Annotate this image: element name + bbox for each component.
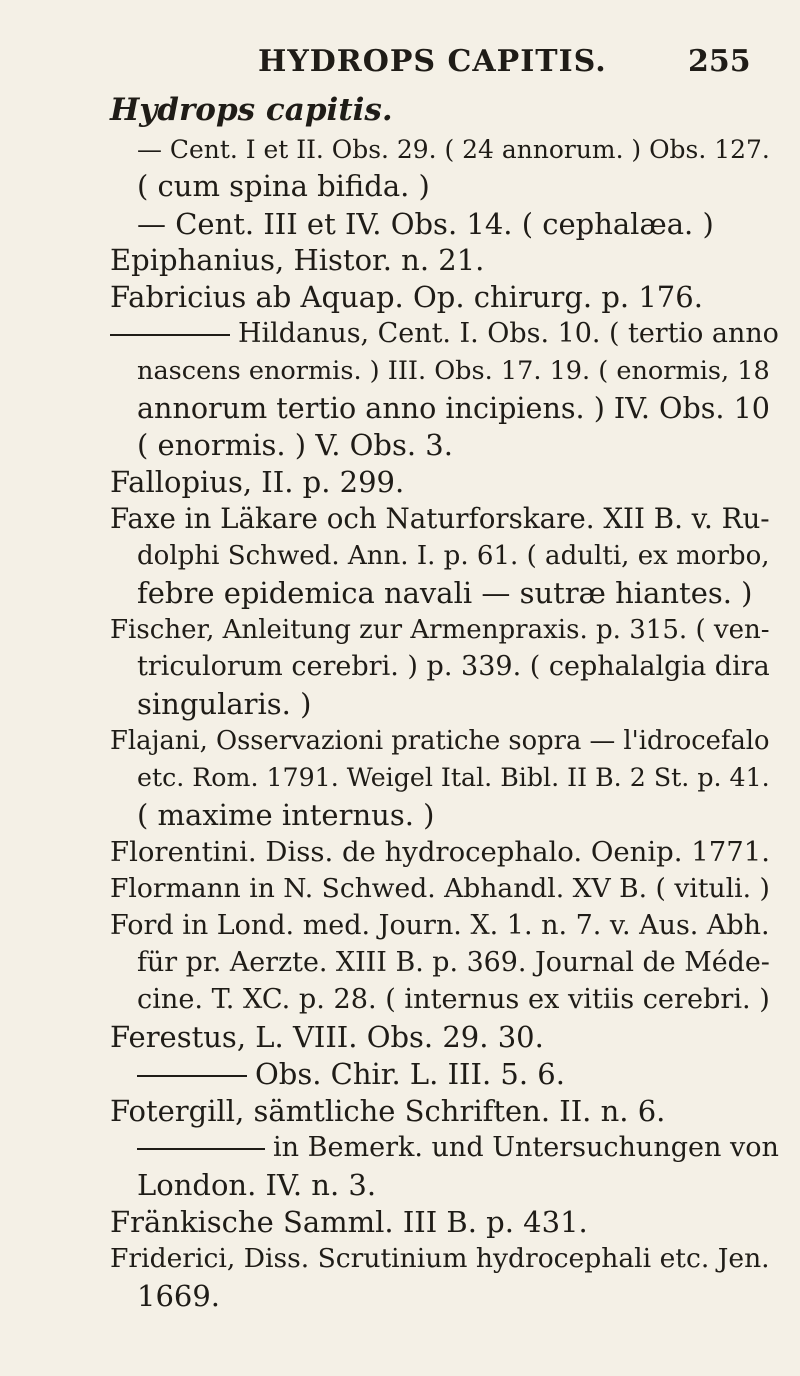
entry-line: nascens enormis. ) III. Obs. 17. 19. ( enormis, 18 <box>137 356 770 386</box>
entry-line: Fabricius ab Aquap. Op. chirurg. p. 176. <box>110 280 703 314</box>
entry-line-ditto <box>137 1130 779 1166</box>
entry-line: Flajani, Osservazioni pratiche sopra — l'idrocefalo <box>110 726 770 756</box>
entry-line: — Cent. III et IV. Obs. 14. ( cephalæa. ) <box>137 207 714 241</box>
entry-line: ( enormis. ) V. Obs. 3. <box>137 428 453 462</box>
running-title: HYDROPS CAPITIS. <box>258 44 607 79</box>
entry-line: — Cent. I et II. Obs. 29. ( 24 annorum. ) Obs. 127. <box>137 135 770 164</box>
ditto-dash <box>137 1148 265 1150</box>
entry-text: Obs. Chir. L. III. 5. 6. <box>255 1057 565 1091</box>
entry-line: Fotergill, sämtliche Schriften. II. n. 6. <box>110 1094 666 1128</box>
entry-line: Friderici, Diss. Scrutinium hydrocephali etc. Jen. <box>110 1243 770 1274</box>
section-heading: Hydrops capitis. <box>110 92 393 128</box>
ditto-dash <box>137 1075 247 1077</box>
ditto-dash <box>110 334 230 336</box>
entry-line: 1669. <box>137 1279 221 1313</box>
entry-line: ( maxime internus. ) <box>137 798 435 832</box>
entry-line: London. IV. n. 3. <box>137 1168 377 1202</box>
entry-line: cine. T. XC. p. 28. ( internus ex vitiis cerebri. ) <box>137 984 770 1015</box>
entry-line: annorum tertio anno incipiens. ) IV. Obs. 10 <box>137 391 770 425</box>
entry-line: Fallopius, II. p. 299. <box>110 465 405 499</box>
entry-line: Ford in Lond. med. Journ. X. 1. n. 7. v. Aus. Abh. <box>110 910 770 941</box>
entry-line-ditto <box>137 1056 565 1092</box>
entry-line: febre epidemica navali — sutræ hiantes. ) <box>137 576 753 610</box>
entry-line: für pr. Aerzte. XIII B. p. 369. Journal de Méde- <box>137 947 770 978</box>
entry-line: Ferestus, L. VIII. Obs. 29. 30. <box>110 1020 544 1054</box>
entry-line: Florentini. Diss. de hydrocephalo. Oenip. 1771. <box>110 836 770 868</box>
entry-line: Fischer, Anleitung zur Armenpraxis. p. 315. ( ven- <box>110 615 770 645</box>
entry-line: Epiphanius, Histor. n. 21. <box>110 243 485 277</box>
entry-line: Faxe in Läkare och Naturforskare. XII B. v. Ru- <box>110 502 770 535</box>
entry-line: triculorum cerebri. ) p. 339. ( cephalalgia dira <box>137 651 770 682</box>
entry-line: dolphi Schwed. Ann. I. p. 61. ( adulti, ex morbo, <box>137 541 770 571</box>
page-number: 255 <box>688 44 751 79</box>
entry-line: singularis. ) <box>137 687 312 721</box>
entry-line: ( cum spina bifida. ) <box>137 169 430 203</box>
entry-line: Fränkische Samml. III B. p. 431. <box>110 1205 588 1239</box>
entry-line: etc. Rom. 1791. Weigel Ital. Bibl. II B. 2 St. p. 41. <box>137 763 770 792</box>
entry-text: in Bemerk. und Untersuchungen von <box>273 1132 779 1163</box>
entry-line: Flormann in N. Schwed. Abhandl. XV B. ( vituli. ) <box>110 873 770 904</box>
entry-line-ditto <box>110 316 779 352</box>
running-head <box>0 44 800 84</box>
entry-text: Hildanus, Cent. I. Obs. 10. ( tertio anno <box>238 318 779 349</box>
